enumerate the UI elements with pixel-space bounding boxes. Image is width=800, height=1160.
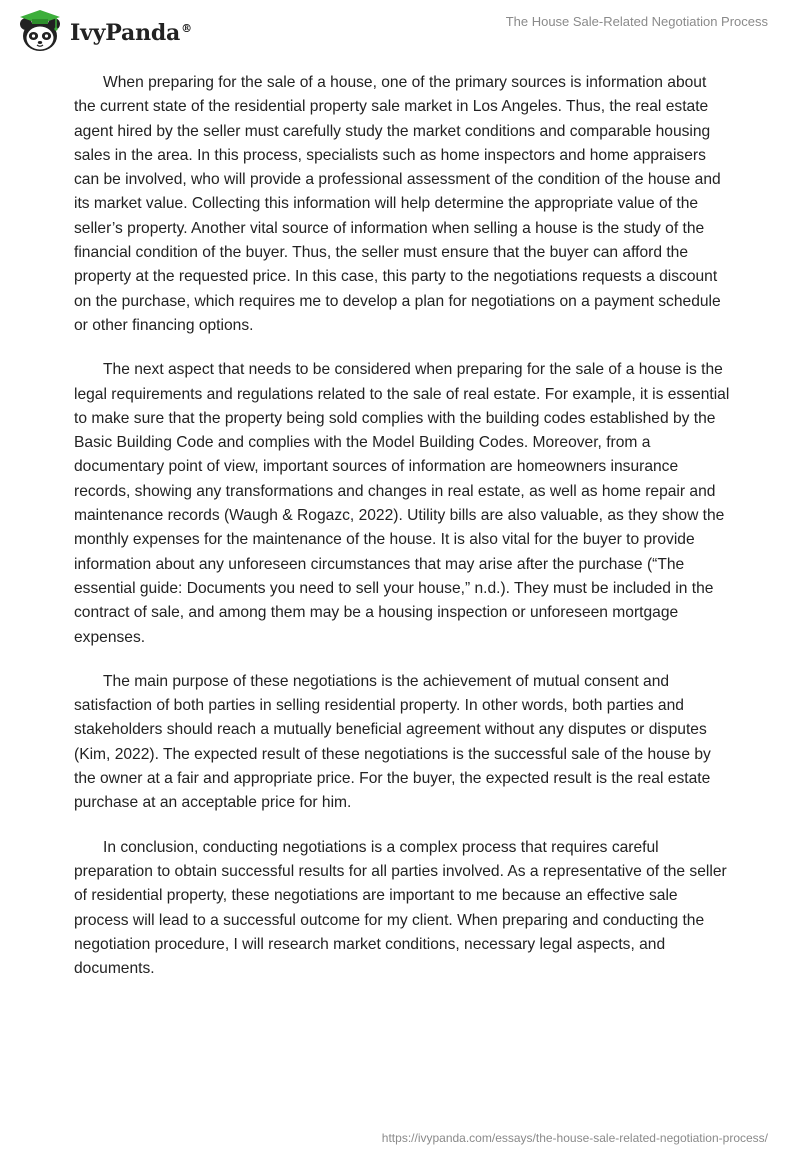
paragraph-4: In conclusion, conducting negotiations is a complex process that requires careful preparation to obtain successful results for all parties involved. As a representative of the seller of residential property, these negotiations are important to me because an effective sale process will lead to a successful outcome for my client. When preparing and conducting the negotiation procedure, I will research market conditions, necessary legal aspects, and documents. [74, 838, 727, 978]
paragraph-3: The main purpose of these negotiations is the achievement of mutual consent and satisfaction of both parties in selling residential property. In other words, both parties and stakeholders should reach a mutually beneficial agreement without any disputes or disputes (Kim, 2022). The expected result of these negotiations is the successful sale of the house by the owner at a fair and appropriate price. For the buyer, the expected result is the real estate purchase at an acceptable price for him. [74, 672, 711, 812]
paragraph-1: When preparing for the sale of a house, one of the primary sources is information about the current state of the residential property sale market in Los Angeles. Thus, the real estate agent hired by the seller must carefully study the market conditions and comparable housing sales in the area. In this process, specialists such as home inspectors and home appraisers can be involved, who will provide a professional assessment of the condition of the house and its market value. Collecting this information will help determine the appropriate value of the seller’s property. Another vital source of information when selling a house is the study of the financial condition of the buyer. Thus, the seller must ensure that the buyer can afford the property at the requested price. In this case, this party to the negotiations requests a discount on the purchase, which requires me to develop a plan for negotiations on a payment schedule or other financing options. [74, 74, 721, 334]
page-header [0, 0, 800, 60]
brand-logo[interactable] [14, 8, 192, 54]
document-title: The House Sale-Related Negotiation Process [505, 14, 768, 29]
brand-name: IvyPanda® [70, 20, 192, 46]
panda-graduation-cap-icon [14, 8, 66, 54]
registered-mark: ® [181, 21, 192, 35]
essay-body [74, 71, 730, 1001]
paragraph-2: The next aspect that needs to be considered when preparing for the sale of a house is the legal requirements and regulations related to the sale of real estate. For example, it is essential to make sure that the property being sold complies with the building codes established by the Basic Building Code and complies with the Model Building Codes. Moreover, from a documentary point of view, important sources of information are homeowners insurance records, showing any transformations and changes in real estate, as well as home repair and maintenance records (Waugh & Rogazc, 2022). Utility bills are also valuable, as they show the monthly expenses for the maintenance of the house. It is also vital for the buyer to provide information about any unforeseen circumstances that may arise after the purchase (“The essential guide: Documents you need to sell your house,” n.d.). They must be included in the contract of sale, and among them may be a housing inspection or unforeseen mortgage expenses. [74, 361, 730, 646]
source-url[interactable]: https://ivypanda.com/essays/the-house-sale-related-negotiation-process/ [381, 1131, 768, 1145]
